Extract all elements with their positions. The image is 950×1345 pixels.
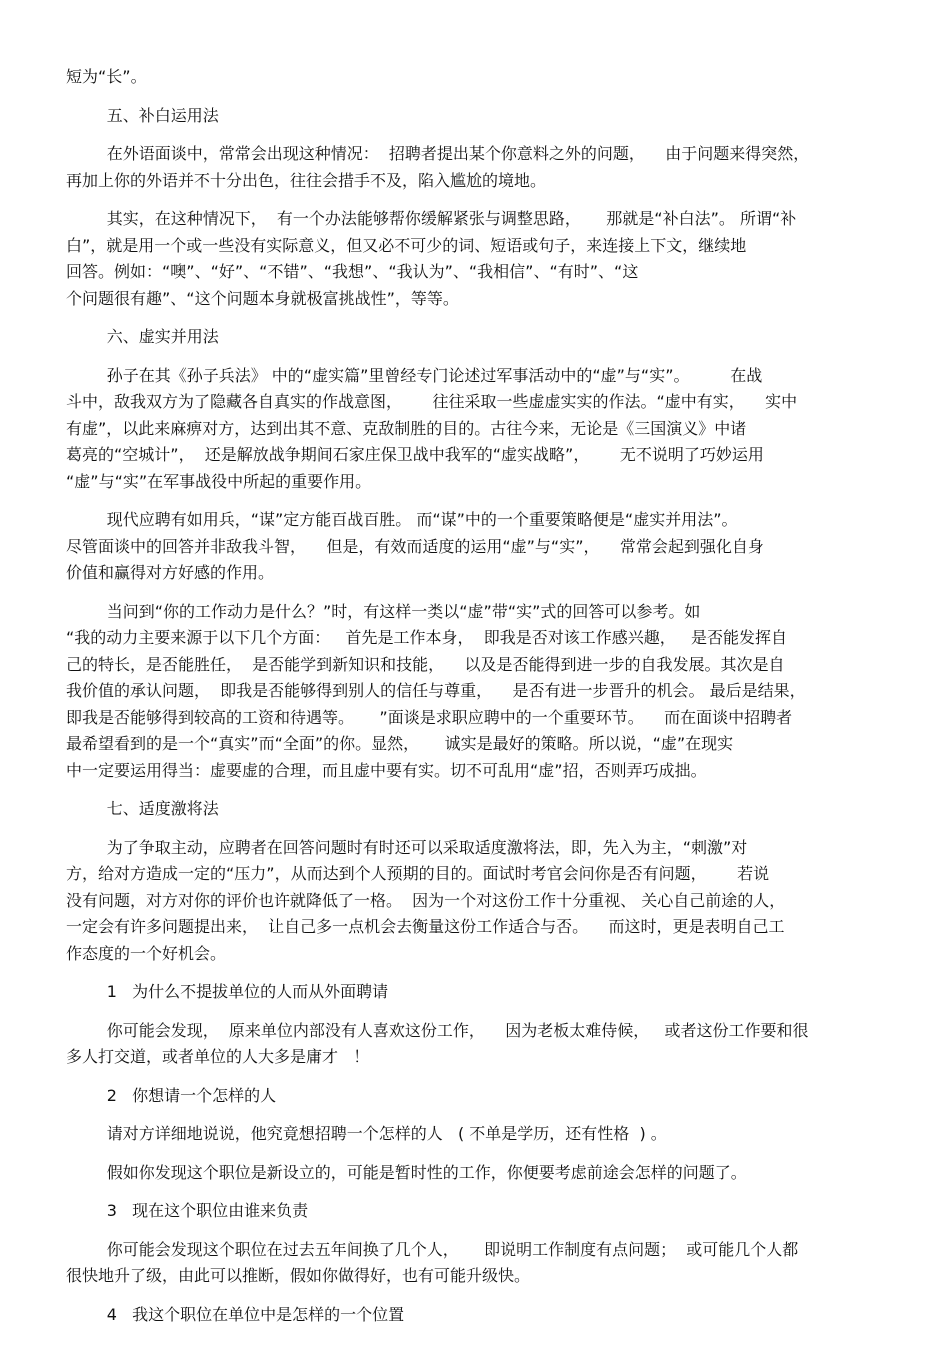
text-line: 请对方详细地说说，他究竟想招聘一个怎样的人 ( 不单是学历，还有性格 ) 。 [66, 1124, 667, 1143]
text-line: 在外语面谈中，常常会出现这种情况： 招聘者提出某个你意料之外的问题， 由于问题来得突然， [66, 144, 810, 163]
text-line: “虚”与“实”在军事战役中所起的重要作用。 [66, 471, 372, 491]
text-line: 中一定要运用得当：虚要虚的合理，而且虚中要有实。切不可乱用“虚”招，否则弄巧成拙。 [66, 760, 707, 780]
text-line: 七、适度激将法 [66, 799, 219, 818]
text-line: 葛亮的“空城计”， 还是解放战争期间石家庄保卫战中我军的“虚实战略”， 无不说明了巧妙运用 [66, 445, 764, 464]
text-line: 孙子在其《孙子兵法》 中的“虚实篇”里曾经专门论述过军事活动中的“虚”与“实”。 在战 [66, 365, 763, 385]
paragraph [66, 206, 884, 312]
text-line: 作态度的一个好机会。 [66, 943, 227, 963]
text-line: 1 为什么不提拔单位的人而从外面聘请 [66, 982, 389, 1001]
paragraph [66, 1121, 884, 1148]
document-page [66, 64, 884, 1340]
text-line: 最希望看到的是一个“真实”而“全面”的你。显然， 诚实是最好的策略。所以说，“虚”在现实 [66, 734, 734, 753]
text-line: 价值和赢得对方好感的作用。 [66, 563, 275, 582]
text-line: 假如你发现这个职位是新设立的，可能是暂时性的工作，你便要考虑前途会怎样的问题了。 [66, 1162, 747, 1182]
text-line: 短为“长”。 [66, 67, 147, 86]
text-line: 你可能会发现这个职位在过去五年间换了几个人， 即说明工作制度有点问题； 或可能几个人都 [66, 1239, 799, 1259]
text-line: 尽管面谈中的回答并非敌我斗智， 但是，有效而适度的运用“虚”与“实”， 常常会起到强化自身 [66, 536, 764, 556]
numbered-question [66, 1302, 884, 1329]
text-line: 六、虚实并用法 [66, 327, 219, 346]
text-line: 回答。例如：“噢”、“好”、“不错”、“我想”、“我认为”、“我相信”、“有时”、“这 [66, 262, 639, 281]
text-line: 我价值的承认问题， 即我是否能够得到别人的信任与尊重， 是否有进一步晋升的机会。 最后是结果， [66, 681, 806, 700]
section-heading [66, 103, 884, 130]
text-line: 方，给对方造成一定的“压力”，从而达到个人预期的目的。面试时考官会问你是否有问题， 若说 [66, 864, 770, 883]
text-line: 很快地升了级，由此可以推断，假如你做得好，也有可能升级快。 [66, 1266, 531, 1285]
text-line: 有虚”，以此来麻痹对方，达到出其不意、克敌制胜的目的。古往今来，无论是《三国演义》中诸 [66, 418, 747, 438]
paragraph [66, 141, 884, 194]
text-line: 没有问题，对方对你的评价也许就降低了一格。 因为一个对这份工作十分重视、 关心自己前途的人， [66, 890, 786, 910]
paragraph [66, 835, 884, 968]
text-line: 其实，在这种情况下， 有一个办法能够帮你缓解紧张与调整思路， 那就是“补白法”。 所谓“补 [66, 209, 797, 228]
text-line: 当问到“你的工作动力是什么？”时，有这样一类以“虚”带“实”式的回答可以参考。如 [66, 601, 701, 621]
text-line: 斗中，敌我双方为了隐藏各自真实的作战意图， 往往采取一些虚虚实实的作法。“虚中有实， 实中 [66, 392, 798, 411]
text-line: 你可能会发现， 原来单位内部没有人喜欢这份工作， 因为老板太难侍候， 或者这份工作要和很 [66, 1020, 809, 1040]
paragraph [66, 599, 884, 785]
paragraph [66, 64, 884, 91]
text-line: 3 现在这个职位由谁来负责 [66, 1201, 309, 1220]
paragraph [66, 507, 884, 587]
paragraph [66, 1160, 884, 1187]
text-line: 现代应聘有如用兵，“谋”定方能百战百胜。 而“谋”中的一个重要策略便是“虚实并用法”。 [66, 510, 738, 529]
text-line: 一定会有许多问题提出来， 让自己多一点机会去衡量这份工作适合与否。 而这时，更是表明自己工 [66, 917, 785, 936]
numbered-question [66, 1198, 884, 1225]
text-line: 己的特长，是否能胜任， 是否能学到新知识和技能， 以及是否能得到进一步的自我发展。其次是自 [66, 654, 785, 674]
numbered-question [66, 979, 884, 1006]
text-line: 4 我这个职位在单位中是怎样的一个位置 [66, 1304, 405, 1324]
paragraph [66, 1237, 884, 1290]
text-line: 多人打交道，或者单位的人大多是庸才 ！ [66, 1047, 370, 1066]
section-heading [66, 796, 884, 823]
text-line: “我的动力主要来源于以下几个方面： 首先是工作本身， 即我是否对该工作感兴趣， 是否能发挥自 [66, 628, 787, 647]
text-line: 2 你想请一个怎样的人 [66, 1085, 277, 1105]
section-heading [66, 324, 884, 351]
paragraph [66, 1018, 884, 1071]
text-line: 即我是否能够得到较高的工资和待遇等。 ”面谈是求职应聘中的一个重要环节。 而在面谈中招聘者 [66, 707, 793, 727]
text-line: 为了争取主动，应聘者在回答问题时有时还可以采取适度激将法，即，先入为主，“刺激”对 [66, 837, 748, 857]
text-line: 白”，就是用一个或一些没有实际意义，但又必不可少的词、短语或句子，来连接上下文，继续地 [66, 235, 747, 255]
text-line: 五、补白运用法 [66, 105, 219, 125]
text-line: 再加上你的外语并不十分出色，往往会措手不及，陷入尴尬的境地。 [66, 170, 547, 190]
text-line: 个问题很有趣”、“这个问题本身就极富挑战性”，等等。 [66, 288, 459, 308]
numbered-question [66, 1083, 884, 1110]
paragraph [66, 363, 884, 496]
